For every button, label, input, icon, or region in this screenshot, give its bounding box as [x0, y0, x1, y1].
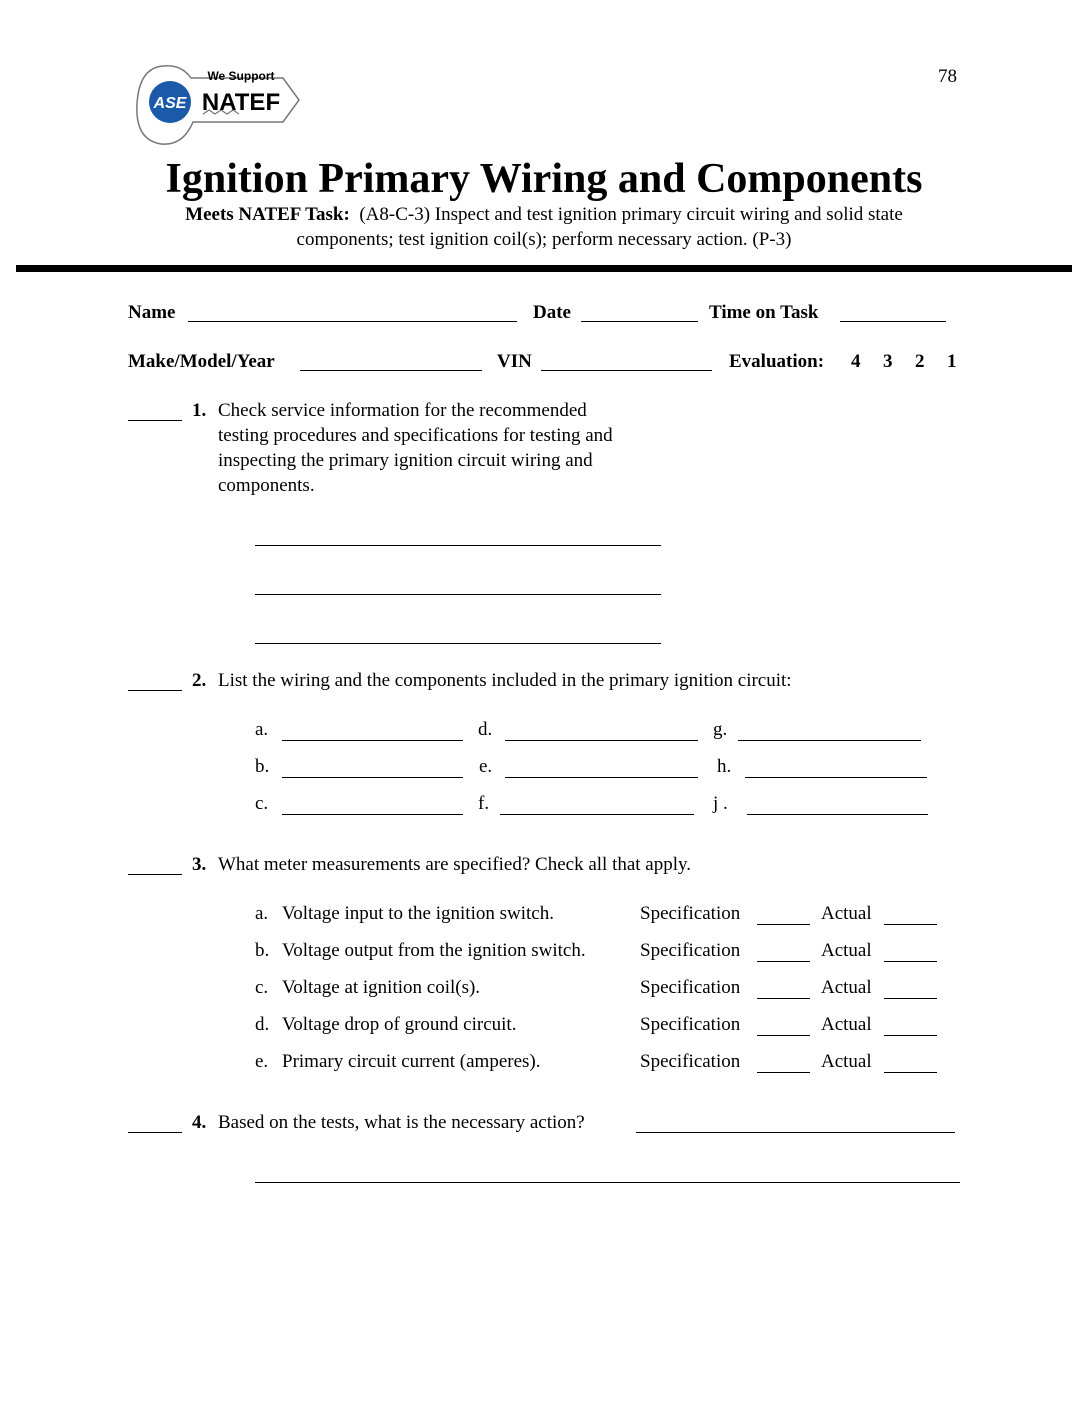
make-model-year-field[interactable] — [300, 370, 482, 371]
q3-item-text: Voltage input to the ignition switch. — [282, 903, 554, 924]
actual-field[interactable] — [884, 924, 937, 925]
actual-field[interactable] — [884, 961, 937, 962]
score-3[interactable]: 3 — [883, 351, 893, 372]
q3-item-text: Voltage drop of ground circuit. — [282, 1014, 517, 1035]
specification-field[interactable] — [757, 961, 810, 962]
date-label: Date — [533, 302, 571, 323]
actual-label: Actual — [821, 977, 872, 998]
actual-label: Actual — [821, 1051, 872, 1072]
make-model-year-label: Make/Model/Year — [128, 351, 275, 372]
q2-item-d-label: d. — [478, 719, 493, 740]
q1-answer-line[interactable] — [255, 594, 661, 595]
q3-number: 3. — [192, 854, 207, 875]
q3-item-letter: d. — [255, 1014, 270, 1035]
q3-item-text: Primary circuit current (amperes). — [282, 1051, 541, 1072]
q4-answer-line[interactable] — [255, 1182, 960, 1183]
q2-item-e-label: e. — [479, 756, 493, 777]
time-on-task-field[interactable] — [840, 321, 946, 322]
q2-item-a-field[interactable] — [282, 740, 463, 741]
logo-main-text: NATEF — [201, 89, 281, 116]
q3-item-text: Voltage output from the ignition switch. — [282, 940, 586, 961]
logo-top-text: We Support — [207, 69, 275, 83]
q1-text-line: testing procedures and specifications for testing and — [218, 425, 613, 446]
q2-check-blank[interactable] — [128, 690, 182, 691]
actual-field[interactable] — [884, 998, 937, 999]
q3-item-letter: e. — [255, 1051, 269, 1072]
specification-label: Specification — [640, 1014, 741, 1035]
q2-item-b-label: b. — [255, 756, 270, 777]
q2-item-e-field[interactable] — [505, 777, 698, 778]
q2-number: 2. — [192, 670, 207, 691]
specification-field[interactable] — [757, 1035, 810, 1036]
task-line-1 — [0, 204, 1088, 226]
q3-item-letter: a. — [255, 903, 269, 924]
q3-item-text: Voltage at ignition coil(s). — [282, 977, 481, 998]
score-2[interactable]: 2 — [915, 351, 925, 372]
actual-label: Actual — [821, 903, 872, 924]
q3-check-blank[interactable] — [128, 874, 182, 875]
specification-label: Specification — [640, 903, 741, 924]
q4-number: 4. — [192, 1112, 207, 1133]
q2-item-j-field[interactable] — [747, 814, 928, 815]
q2-item-j-label: j . — [713, 793, 728, 814]
date-field[interactable] — [581, 321, 698, 322]
q1-number: 1. — [192, 400, 207, 421]
q2-text: List the wiring and the components included in the primary ignition circuit: — [218, 670, 792, 691]
q1-check-blank[interactable] — [128, 420, 182, 421]
q2-item-c-label: c. — [255, 793, 269, 814]
q1-text-line: components. — [218, 475, 315, 496]
task-line-2: components; test ignition coil(s); perform necessary action. (P-3) — [296, 229, 792, 250]
q2-item-d-field[interactable] — [505, 740, 698, 741]
q4-check-blank[interactable] — [128, 1132, 182, 1133]
name-label: Name — [128, 302, 176, 323]
actual-label: Actual — [821, 1014, 872, 1035]
q2-item-b-field[interactable] — [282, 777, 463, 778]
actual-field[interactable] — [884, 1035, 937, 1036]
page-number: 78 — [938, 66, 957, 87]
q1-text-line: Check service information for the recommended — [218, 400, 587, 421]
vin-field[interactable] — [541, 370, 712, 371]
header-divider — [16, 265, 1072, 272]
time-on-task-label: Time on Task — [709, 302, 819, 323]
q2-item-f-label: f. — [478, 793, 490, 814]
q1-answer-line[interactable] — [255, 545, 661, 546]
specification-field[interactable] — [757, 998, 810, 999]
evaluation-label: Evaluation: — [729, 351, 825, 372]
q4-text: Based on the tests, what is the necessary action? — [218, 1112, 585, 1133]
logo-ase-text: ASE — [153, 95, 187, 112]
q2-item-f-field[interactable] — [500, 814, 694, 815]
actual-field[interactable] — [884, 1072, 937, 1073]
page-title: Ignition Primary Wiring and Components — [165, 156, 923, 202]
q2-item-g-field[interactable] — [738, 740, 921, 741]
q2-item-a-label: a. — [255, 719, 269, 740]
q2-item-h-field[interactable] — [745, 777, 927, 778]
specification-label: Specification — [640, 1051, 741, 1072]
natef-logo — [133, 60, 303, 152]
q2-item-h-label: h. — [717, 756, 732, 777]
score-1[interactable]: 1 — [947, 351, 957, 372]
task-label: Meets NATEF Task: — [185, 204, 350, 225]
name-field[interactable] — [188, 321, 517, 322]
specification-label: Specification — [640, 940, 741, 961]
q2-item-c-field[interactable] — [282, 814, 463, 815]
specification-field[interactable] — [757, 1072, 810, 1073]
specification-label: Specification — [640, 977, 741, 998]
q4-answer-line[interactable] — [636, 1132, 955, 1133]
vin-label: VIN — [497, 351, 532, 372]
q3-text: What meter measurements are specified? Check all that apply. — [218, 854, 692, 875]
specification-field[interactable] — [757, 924, 810, 925]
q3-item-letter: c. — [255, 977, 269, 998]
q2-item-g-label: g. — [713, 719, 728, 740]
score-4[interactable]: 4 — [851, 351, 861, 372]
q1-answer-line[interactable] — [255, 643, 661, 644]
q3-item-letter: b. — [255, 940, 270, 961]
task-text-1: (A8-C-3) Inspect and test ignition primary circuit wiring and solid state — [359, 204, 903, 225]
q1-text-line: inspecting the primary ignition circuit wiring and — [218, 450, 593, 471]
actual-label: Actual — [821, 940, 872, 961]
